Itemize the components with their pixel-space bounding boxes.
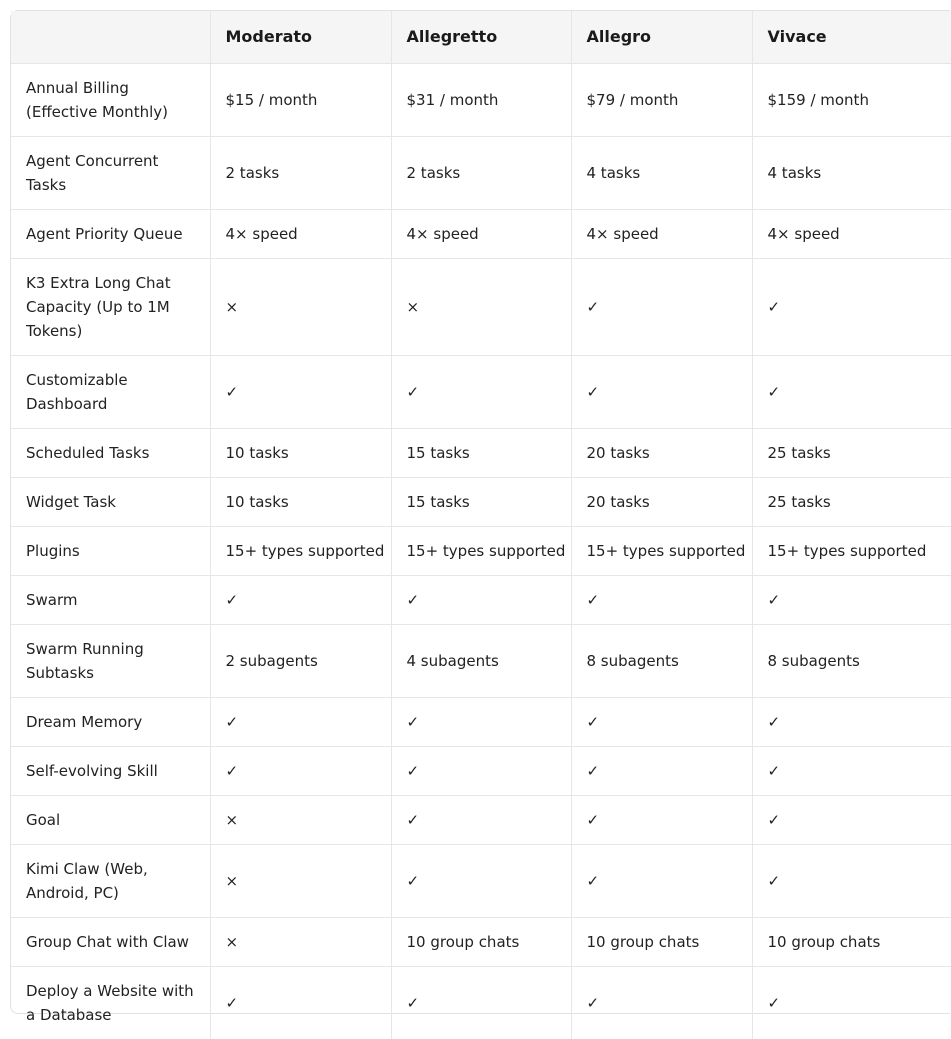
plan-value-allegretto: 10 group chats [391, 917, 571, 966]
header-row [11, 11, 951, 63]
plan-header-vivace: Vivace [752, 11, 951, 63]
plan-value-allegretto: 15+ types supported [391, 526, 571, 575]
plan-value-allegro: 8 subagents [571, 624, 752, 697]
plan-value-allegretto: ✓ [391, 575, 571, 624]
plan-value-allegretto: ✓ [391, 697, 571, 746]
plan-value-moderato: × [210, 917, 391, 966]
feature-label: Group Chat with Claw [11, 917, 210, 966]
feature-label: Self-evolving Skill [11, 746, 210, 795]
feature-label: Agent Concurrent Tasks [11, 136, 210, 209]
plan-value-allegretto: ✓ [391, 795, 571, 844]
plan-value-vivace: ✓ [752, 844, 951, 917]
feature-label: Plugins [11, 526, 210, 575]
plan-value-allegro: 20 tasks [571, 428, 752, 477]
table-row [11, 477, 951, 526]
table-row [11, 575, 951, 624]
plan-value-allegro: ✓ [571, 258, 752, 355]
feature-label: Deploy a Website with a Database [11, 966, 210, 1039]
feature-label: Customizable Dashboard [11, 355, 210, 428]
plan-value-allegro: 4 tasks [571, 136, 752, 209]
plan-value-vivace: 4 tasks [752, 136, 951, 209]
plan-value-allegretto: 4 subagents [391, 624, 571, 697]
table-row [11, 844, 951, 917]
plan-value-allegro: ✓ [571, 355, 752, 428]
plan-value-vivace: ✓ [752, 258, 951, 355]
feature-label: Kimi Claw (Web, Android, PC) [11, 844, 210, 917]
table-row [11, 795, 951, 844]
feature-column-header [11, 11, 210, 63]
plan-value-moderato: 10 tasks [210, 428, 391, 477]
plan-value-vivace: $159 / month [752, 63, 951, 136]
plan-value-allegretto: 2 tasks [391, 136, 571, 209]
plan-value-moderato: 15+ types supported [210, 526, 391, 575]
plan-value-moderato: ✓ [210, 966, 391, 1039]
plan-value-vivace: ✓ [752, 795, 951, 844]
plan-value-moderato: 4× speed [210, 209, 391, 258]
table-row [11, 136, 951, 209]
plan-value-vivace: ✓ [767, 993, 781, 1012]
plan-value-moderato: × [210, 258, 391, 355]
plan-value-vivace: 15+ types supported [752, 526, 951, 575]
plan-value-allegretto: ✓ [391, 355, 571, 428]
plan-value-allegro: ✓ [571, 844, 752, 917]
plan-value-allegro: ✓ [571, 795, 752, 844]
plan-header-allegro: Allegro [571, 11, 752, 63]
plan-value-vivace: ✓ [752, 697, 951, 746]
feature-label: Swarm Running Subtasks [11, 624, 210, 697]
table-row [11, 746, 951, 795]
plan-value-allegretto: ✓ [391, 746, 571, 795]
table-row [11, 258, 951, 355]
plan-value-allegro: 10 group chats [571, 917, 752, 966]
plan-value-allegretto: ✓ [391, 966, 571, 1039]
feature-label: Dream Memory [11, 697, 210, 746]
feature-label: Widget Task [11, 477, 210, 526]
feature-label: Goal [11, 795, 210, 844]
plan-value-vivace: 8 subagents [752, 624, 951, 697]
table-row [11, 355, 951, 428]
plan-value-allegretto: 15 tasks [391, 428, 571, 477]
plan-header-allegretto: Allegretto [391, 11, 571, 63]
table-row [11, 966, 951, 1039]
plan-value-allegro: ✓ [571, 746, 752, 795]
plan-value-allegro: $79 / month [571, 63, 752, 136]
table-row [11, 428, 951, 477]
table-row [11, 209, 951, 258]
plan-value-moderato: ✓ [210, 355, 391, 428]
plan-value-vivace: ✓ [752, 575, 951, 624]
plan-value-vivace: 25 tasks [752, 428, 951, 477]
feature-label: Annual Billing (Effective Monthly) [11, 63, 210, 136]
plan-header-moderato: Moderato [210, 11, 391, 63]
plan-value-allegro: 20 tasks [571, 477, 752, 526]
plan-value-vivace: ✓ [752, 746, 951, 795]
plan-value-allegro: 4× speed [571, 209, 752, 258]
plan-value-moderato: ✓ [210, 575, 391, 624]
table-row [11, 526, 951, 575]
plan-value-allegro: ✓ [571, 575, 752, 624]
table-header [11, 11, 951, 63]
plan-value-allegro: 15+ types supported [571, 526, 752, 575]
plan-value-allegro: ✓ [571, 697, 752, 746]
table-body [11, 63, 951, 1039]
feature-label: Agent Priority Queue [11, 209, 210, 258]
feature-label: Scheduled Tasks [11, 428, 210, 477]
plan-value-allegro: ✓ [571, 966, 752, 1039]
feature-label: Swarm [11, 575, 210, 624]
plan-comparison-table-container [10, 10, 950, 1024]
plan-value-allegretto: 15 tasks [391, 477, 571, 526]
plan-value-moderato: × [210, 844, 391, 917]
plan-value-allegretto: $31 / month [391, 63, 571, 136]
plan-value-vivace: 10 group chats [752, 917, 951, 966]
plan-value-vivace: ✓ [752, 355, 951, 428]
plan-value-vivace: 25 tasks [752, 477, 951, 526]
plan-value-allegretto: × [391, 258, 571, 355]
plan-value-moderato: 2 subagents [210, 624, 391, 697]
plan-value-vivace: 4× speed [752, 209, 951, 258]
feature-label: K3 Extra Long Chat Capacity (Up to 1M Tokens) [11, 258, 210, 355]
plan-value-allegretto: 4× speed [391, 209, 571, 258]
plan-value-moderato: × [210, 795, 391, 844]
plan-value-moderato: 10 tasks [210, 477, 391, 526]
plan-value-moderato: ✓ [210, 697, 391, 746]
table-row [11, 917, 951, 966]
table-row [11, 63, 951, 136]
table-row [11, 697, 951, 746]
plan-value-moderato: 2 tasks [210, 136, 391, 209]
table-row [11, 624, 951, 697]
plan-comparison-table [11, 11, 951, 1039]
plan-value-moderato: ✓ [210, 746, 391, 795]
plan-value-moderato: $15 / month [210, 63, 391, 136]
plan-value-allegretto: ✓ [391, 844, 571, 917]
